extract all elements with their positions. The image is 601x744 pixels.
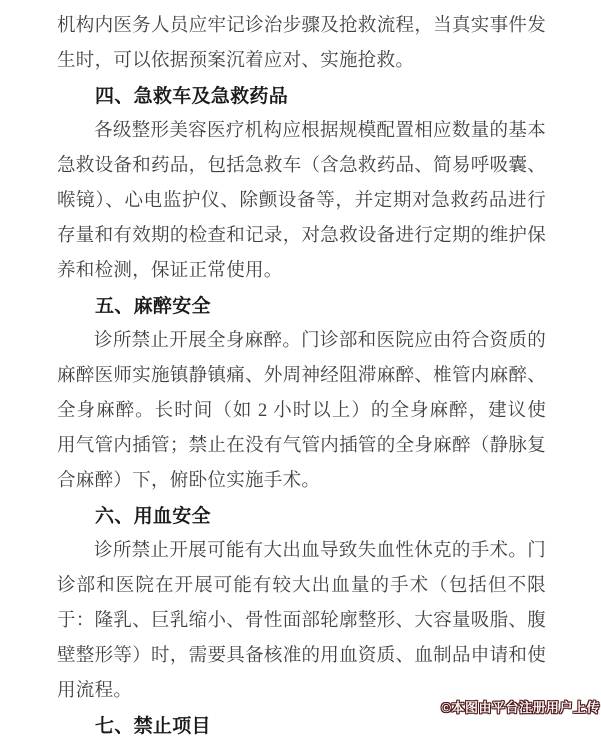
paragraph-continuation: 机构内医务人员应牢记诊治步骤及抢救流程，当真实事件发生时，可以依据预案沉着应对、实施抢救。 xyxy=(57,16,546,71)
paragraph-blood-use-safety: 诊所禁止开展可能有大出血导致失血性休克的手术。门诊部和医院在开展可能有较大出血量的手术（包括但不限于：隆乳、巨乳缩小、骨性面部轮廓整形、大容量吸脂、腹壁整形等）时，需要具备核准的用血资质、血制品申请和使用流程。 xyxy=(57,541,546,701)
section-heading-emergency-cart: 四、急救车及急救药品 xyxy=(95,86,289,107)
document-text-block xyxy=(57,9,546,744)
paragraph-anesthesia-safety: 诊所禁止开展全身麻醉。门诊部和医院应由符合资质的麻醉医师实施镇静镇痛、外周神经阻滞麻醉、椎管内麻醉、全身麻醉。长时间（如 2 小时以上）的全身麻醉，建议使用气管内插管；禁止在没有气管内插管的全身麻醉（静脉复合麻醉）下，俯卧位实施手术。 xyxy=(57,331,546,491)
paragraph-emergency-cart: 各级整形美容医疗机构应根据规模配置相应数量的基本急救设备和药品，包括急救车（含急救药品、简易呼吸囊、喉镜）、心电监护仪、除颤设备等，并定期对急救药品进行存量和有效期的检查和记录，对急救设备进行定期的维护保养和检测，保证正常使用。 xyxy=(57,121,546,281)
section-heading-prohibited-items: 七、禁止项目 xyxy=(95,716,211,737)
section-heading-anesthesia-safety: 五、麻醉安全 xyxy=(95,296,211,317)
section-heading-blood-use-safety: 六、用血安全 xyxy=(95,506,211,527)
uploader-watermark: ©本图由平台注册用户上传 xyxy=(441,700,600,715)
